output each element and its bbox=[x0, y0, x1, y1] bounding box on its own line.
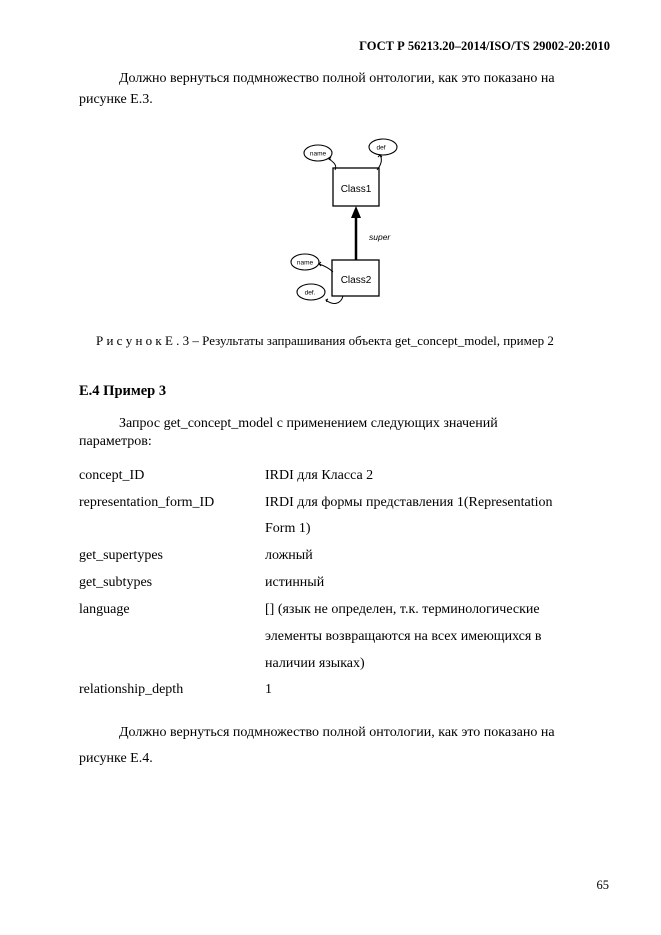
param-value: наличии языках) bbox=[265, 656, 365, 671]
page-number: 65 bbox=[596, 878, 609, 892]
param-value: истинный bbox=[265, 575, 325, 590]
intro-line-1: Должно вернуться подмножество полной онтологии, как это показано на bbox=[119, 71, 555, 86]
param-key: relationship_depth bbox=[79, 682, 184, 697]
class2-name-label: name bbox=[296, 259, 314, 267]
param-key: get_supertypes bbox=[79, 548, 163, 563]
param-value: Form 1) bbox=[265, 521, 311, 536]
param-key: get_subtypes bbox=[79, 575, 153, 590]
class2-name-link bbox=[319, 264, 333, 272]
super-arrowhead-icon bbox=[351, 206, 361, 218]
class2-def-link bbox=[326, 296, 343, 303]
param-value: ложный bbox=[265, 548, 313, 563]
param-key: language bbox=[79, 602, 130, 617]
param-value: элементы возвращаются на всех имеющихся в bbox=[265, 629, 542, 644]
param-key: concept_ID bbox=[79, 468, 145, 483]
param-value: 1 bbox=[265, 682, 272, 697]
intro-line-2: рисунке Е.3. bbox=[79, 92, 153, 107]
param-value: [] (язык не определен, т.к. терминологические bbox=[265, 602, 540, 617]
query-line-2: параметров: bbox=[79, 434, 152, 449]
class2-label: Class2 bbox=[340, 275, 372, 286]
super-label: super bbox=[369, 232, 391, 242]
outro-line-2: рисунке Е.4. bbox=[79, 751, 153, 766]
param-value: IRDI для Класса 2 bbox=[265, 468, 374, 483]
param-value: IRDI для формы представления 1(Representation bbox=[265, 495, 553, 510]
outro-line-1: Должно вернуться подмножество полной онтологии, как это показано на bbox=[119, 725, 555, 740]
ontology-figure bbox=[285, 130, 410, 310]
class1-def-label: def bbox=[376, 144, 386, 152]
class1-label: Class1 bbox=[340, 184, 372, 195]
section-heading: Е.4 Пример 3 bbox=[79, 383, 167, 399]
class1-name-label: name bbox=[309, 150, 327, 158]
query-line-1: Запрос get_concept_model с применением следующих значений bbox=[119, 416, 498, 431]
class2-def-label: def. bbox=[304, 289, 316, 297]
figure-caption: Р и с у н о к Е . 3 – Результаты запрашивания объекта get_concept_model, пример 2 bbox=[96, 333, 554, 348]
param-key: representation_form_ID bbox=[79, 495, 215, 510]
document-header: ГОСТ Р 56213.20–2014/ISO/TS 29002-20:2010 bbox=[359, 39, 610, 53]
